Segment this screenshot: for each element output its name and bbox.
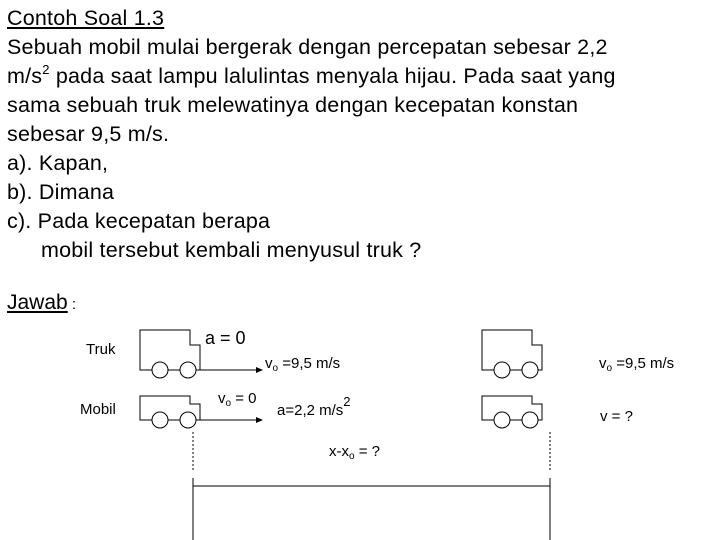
problem-line-3: sama sebuah truk melewatinya dengan kecepatan konstan <box>7 93 579 117</box>
velocity-symbol: v <box>265 355 273 372</box>
truck-end-vehicle <box>482 330 542 378</box>
velocity-subscript: o <box>272 363 279 374</box>
car-acceleration-label <box>277 394 351 419</box>
car-initial-velocity-label <box>218 390 257 407</box>
velocity-value: = 0 <box>231 390 257 407</box>
truck-label: Truk <box>86 341 116 358</box>
car-start-vehicle <box>140 396 200 428</box>
wheel-icon <box>494 362 510 378</box>
distance-bracket <box>193 478 550 486</box>
velocity-value: =9,5 m/s <box>612 355 675 372</box>
unit-exponent: 2 <box>42 62 50 77</box>
problem-title: Contoh Soal 1.3 <box>7 6 165 30</box>
velocity-subscript: o <box>225 398 232 409</box>
distance-symbol: x-x <box>329 443 349 460</box>
distance-value: = ? <box>354 443 380 460</box>
wheel-icon <box>522 412 538 428</box>
problem-line-2-rest: pada saat lampu lalulintas menyala hijau. Pada saat yang <box>49 64 616 88</box>
question-c: c). Pada kecepatan berapa <box>7 209 271 233</box>
wheel-icon <box>494 412 510 428</box>
car-label: Mobil <box>80 401 116 418</box>
truck-final-velocity-label <box>599 355 674 372</box>
wheel-icon <box>180 412 196 428</box>
distance-label <box>329 443 380 460</box>
wheel-icon <box>180 362 196 378</box>
distance-subscript: o <box>349 451 355 462</box>
wheel-icon <box>522 362 538 378</box>
truck-acceleration-label: a = 0 <box>205 328 246 348</box>
velocity-symbol: v <box>599 355 607 372</box>
truck-start-vehicle <box>140 330 200 378</box>
question-b: b). Dimana <box>7 180 115 204</box>
acceleration-value: a=2,2 m/s <box>277 402 344 419</box>
question-c-continued: mobil tersebut kembali menyusul truk ? <box>41 238 422 262</box>
problem-line-1: Sebuah mobil mulai bergerak dengan percepatan sebesar 2,2 <box>7 35 608 59</box>
velocity-subscript: o <box>606 363 613 374</box>
question-a: a). Kapan, <box>7 151 109 175</box>
car-end-vehicle <box>482 396 542 428</box>
truck-initial-velocity-label <box>265 355 340 372</box>
answer-heading-text: Jawab <box>7 291 68 314</box>
problem-line-4: sebesar 9,5 m/s. <box>7 122 170 146</box>
acceleration-exponent: 2 <box>343 394 351 409</box>
velocity-symbol: v <box>218 390 226 407</box>
wheel-icon <box>152 412 168 428</box>
wheel-icon <box>152 362 168 378</box>
car-final-velocity-label: v = ? <box>600 408 633 425</box>
velocity-value: =9,5 m/s <box>278 355 341 372</box>
unit-text: m/s <box>7 64 43 88</box>
answer-colon: : <box>67 296 77 313</box>
